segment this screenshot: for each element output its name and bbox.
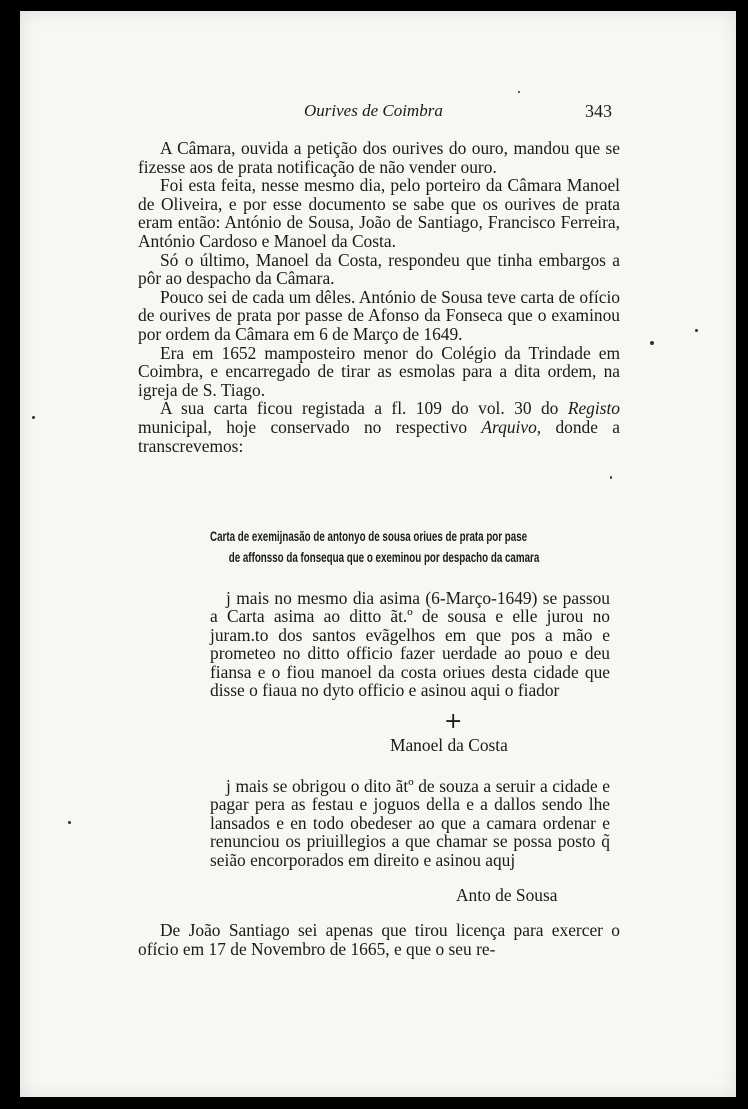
paragraph: Foi esta feita, nesse mesmo dia, pelo porteiro da Câmara Manoel de Oliveira, e por esse documento se sabe que os ourives de prata eram então: António de Sousa, João de Santiago, Francisco Ferreira, António Cardoso e Manoel da Costa. xyxy=(138,175,620,251)
transcription-text: j mais se obrigou o dito ãtº de souza a seruir a cidade e pagar pera as festau e joguos della e a dallos sendo lhe lansados e en todo obedeser ao que a camara ordenar e renunciou os priuillegios a que chamar se possa posto q̃ seião encorporados em direito e asinou aquj xyxy=(210,776,610,870)
paragraph: A Câmara, ouvida a petição dos ourives do ouro, mandou que se fizesse aos de prata notificação de não vender ouro. xyxy=(138,138,620,177)
transcription-block-1 xyxy=(210,589,610,699)
document-title xyxy=(210,526,622,568)
running-header-title: Ourives de Coimbra xyxy=(304,101,443,120)
cross-mark: + xyxy=(444,709,463,734)
signature-manoel-da-costa: Manoel da Costa xyxy=(390,735,508,755)
paragraph: Pouco sei de cada um dêles. António de Sousa teve carta de ofício de ourives de prata por passe de Afonso da Fonseca que o examinou por ordem da Câmara em 6 de Março de 1649. xyxy=(138,286,620,344)
page-number: 343 xyxy=(585,101,612,121)
signature-antonio-de-sousa: Anto de Sousa xyxy=(456,885,558,905)
paragraph: Era em 1652 mamposteiro menor do Colégio da Trindade em Coimbra, e encarregado de tirar as esmolas para a dita ordem, na igreja de S. Tiago. xyxy=(138,342,620,400)
document-title-line-1: Carta de exemijnasão de antonyo de sousa oriues de prata por pase xyxy=(210,529,528,544)
book-page xyxy=(20,11,736,1097)
paragraph: De João Santiago sei apenas que tirou licença para exercer o ofício em 17 de Novembro de 1665, e que o seu re- xyxy=(138,920,620,959)
document-title-line-2: de affonsso da fonsequa que o exeminou por despacho da camara xyxy=(228,550,540,565)
arquivo-italic: Arquivo, xyxy=(481,416,542,437)
body-text xyxy=(138,139,620,455)
footer-paragraph xyxy=(138,921,620,958)
text-run: donde a transcrevemos: xyxy=(138,416,620,456)
text-run: A sua carta ficou registada a fl. 109 do vol. 30 do xyxy=(160,398,568,419)
paragraph-registo xyxy=(138,399,620,455)
registo-italic: Registo xyxy=(567,398,620,419)
paragraph: Só o último, Manoel da Costa, respondeu que tinha embargos a pôr ao despacho da Câmara. xyxy=(138,249,620,289)
transcription-block-2 xyxy=(210,777,610,869)
transcription-text: j mais no mesmo dia asima (6-Março-1649) se passou a Carta asima ao ditto ãt.º de sousa e elle jurou no juram.to dos santos evãgelhos em que pos a mão e prometeo no ditto officio fazer uerdade ao pouo e deu fiansa e o fiou manoel da costa oriues desta cidade que disse o fiaua no dyto officio e asinou aqui o fiador xyxy=(210,588,610,701)
text-run: municipal, hoje conservado no respectivo xyxy=(138,416,482,437)
